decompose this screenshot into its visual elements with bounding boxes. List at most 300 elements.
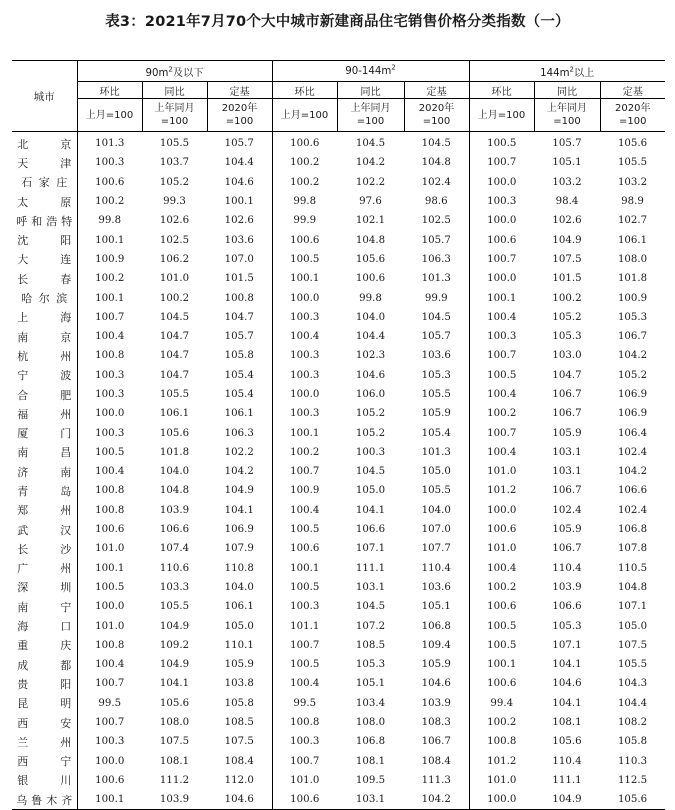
value-cell: 107.0 xyxy=(224,253,254,265)
value-cell: 108.4 xyxy=(421,755,451,767)
value-cell: 105.7 xyxy=(224,138,254,150)
value-cell: 106.7 xyxy=(421,736,451,748)
value-cell: 99.9 xyxy=(272,211,337,230)
city-cell xyxy=(12,404,77,423)
value-cell: 103.1 xyxy=(552,466,582,478)
value-cell: 98.4 xyxy=(555,196,579,208)
value-cell: 99.5 xyxy=(98,697,122,709)
value-cell: 106.0 xyxy=(355,389,386,400)
value-cell: 104.6 xyxy=(224,176,254,188)
value-cell: 103.6 xyxy=(421,350,451,362)
value-cell: 102.6 xyxy=(552,215,582,227)
value-cell: 101.0 xyxy=(469,462,534,481)
value-cell: 99.9 xyxy=(424,292,448,304)
value-cell: 100.1 xyxy=(95,234,125,246)
value-cell: 108.1 xyxy=(159,755,190,767)
value-cell: 102.4 xyxy=(617,504,648,516)
table-row xyxy=(12,713,665,732)
city-name: 武汉 xyxy=(17,523,72,537)
value-cell: 102.4 xyxy=(421,176,451,188)
value-cell: 100.2 xyxy=(552,292,582,304)
value-cell: 100.6 xyxy=(469,230,534,249)
table-row xyxy=(12,616,665,635)
value-cell: 100.4 xyxy=(469,443,534,462)
value-cell: 106.8 xyxy=(421,620,451,632)
value-cell: 103.7 xyxy=(159,157,190,169)
value-cell: 100.6 xyxy=(272,790,337,810)
value-cell: 100.7 xyxy=(95,311,125,323)
value-cell: 105.9 xyxy=(224,659,254,671)
value-cell: 107.5 xyxy=(159,736,190,748)
value-cell: 106.4 xyxy=(617,427,648,439)
city-cell xyxy=(12,269,77,288)
value-cell: 109.5 xyxy=(355,774,386,786)
city-name: 长沙 xyxy=(17,542,72,556)
sub-header: 定基 xyxy=(207,82,272,99)
table-row xyxy=(12,752,665,771)
value-cell: 106.7 xyxy=(552,408,582,420)
value-cell: 100.4 xyxy=(95,466,125,478)
value-cell: 104.2 xyxy=(617,466,648,478)
city-cell xyxy=(12,327,77,346)
value-cell: 105.7 xyxy=(421,331,451,343)
value-cell: 100.5 xyxy=(95,446,125,458)
city-name: 贵阳 xyxy=(17,677,72,691)
value-cell: 106.8 xyxy=(355,736,386,748)
value-cell: 105.2 xyxy=(355,427,386,439)
value-cell: 100.0 xyxy=(95,601,125,613)
value-cell: 102.7 xyxy=(617,215,648,227)
value-cell: 100.2 xyxy=(272,443,337,462)
city-name: 成都 xyxy=(17,658,72,672)
value-cell: 100.7 xyxy=(272,636,337,655)
value-cell: 100.3 xyxy=(469,192,534,211)
table-row xyxy=(12,481,665,500)
value-cell: 104.2 xyxy=(224,466,254,478)
city-name: 兰州 xyxy=(17,735,72,749)
value-cell: 100.4 xyxy=(272,501,337,520)
value-cell: 104.7 xyxy=(159,369,190,381)
value-cell: 106.1 xyxy=(224,601,254,613)
value-cell: 100.1 xyxy=(95,562,125,574)
value-cell: 104.7 xyxy=(159,350,190,362)
value-cell: 107.1 xyxy=(552,639,582,651)
value-cell: 102.3 xyxy=(355,350,386,362)
table-row xyxy=(12,674,665,693)
table-row xyxy=(12,192,665,211)
value-cell: 104.5 xyxy=(355,601,386,613)
value-cell: 105.6 xyxy=(159,427,190,439)
table-row xyxy=(12,578,665,597)
base-header-line1: 上月=100 xyxy=(280,109,329,121)
value-cell: 103.6 xyxy=(421,581,451,593)
value-cell: 104.6 xyxy=(355,369,386,381)
value-cell: 106.7 xyxy=(617,331,648,343)
value-cell: 100.6 xyxy=(355,273,386,285)
value-cell: 100.4 xyxy=(469,385,534,404)
value-cell: 104.5 xyxy=(421,311,451,323)
base-header-line1: 上月=100 xyxy=(477,109,526,121)
value-cell: 100.3 xyxy=(355,446,386,458)
value-cell: 100.1 xyxy=(469,288,534,307)
value-cell: 105.5 xyxy=(617,157,648,169)
value-cell: 107.2 xyxy=(355,620,386,632)
sub-header: 同比 xyxy=(337,82,404,99)
value-cell: 105.3 xyxy=(617,311,648,323)
value-cell: 110.1 xyxy=(224,639,254,651)
value-cell: 101.0 xyxy=(95,620,125,632)
base-header-line1: 2020年 xyxy=(615,103,651,114)
value-cell: 102.6 xyxy=(159,215,190,227)
value-cell: 100.0 xyxy=(469,790,534,810)
value-cell: 100.5 xyxy=(469,366,534,385)
value-cell: 106.1 xyxy=(617,234,648,246)
city-cell xyxy=(12,790,77,810)
value-cell: 101.2 xyxy=(469,481,534,500)
value-cell: 104.4 xyxy=(224,157,254,169)
value-cell: 106.8 xyxy=(617,524,648,536)
value-cell: 100.3 xyxy=(272,597,337,616)
city-name: 西安 xyxy=(17,716,72,730)
value-cell: 100.6 xyxy=(272,539,337,558)
city-name: 沈阳 xyxy=(17,234,72,248)
value-cell: 105.5 xyxy=(159,601,190,613)
value-cell: 100.2 xyxy=(272,153,337,172)
city-name: 天津 xyxy=(17,156,72,170)
base-header-line1: 上年同月 xyxy=(350,103,391,114)
city-cell xyxy=(12,250,77,269)
value-cell: 108.5 xyxy=(355,639,386,651)
value-cell: 101.5 xyxy=(224,273,254,285)
city-name: 合肥 xyxy=(17,388,72,402)
value-cell: 112.0 xyxy=(224,774,254,786)
value-cell: 107.9 xyxy=(224,543,254,555)
value-cell: 104.9 xyxy=(552,234,582,246)
table-header xyxy=(12,61,665,132)
value-cell: 108.0 xyxy=(617,253,648,265)
value-cell: 103.2 xyxy=(617,176,648,188)
city-name: 大连 xyxy=(17,253,72,267)
value-cell: 104.9 xyxy=(159,620,190,632)
value-cell: 107.1 xyxy=(617,601,648,613)
value-cell: 105.3 xyxy=(421,369,451,381)
value-cell: 100.8 xyxy=(95,504,125,516)
value-cell: 103.4 xyxy=(355,697,386,709)
value-cell: 100.8 xyxy=(95,639,125,651)
city-cell xyxy=(12,153,77,172)
value-cell: 100.8 xyxy=(95,350,125,362)
value-cell: 100.5 xyxy=(272,655,337,674)
value-cell: 104.0 xyxy=(355,311,386,323)
city-cell xyxy=(12,674,77,693)
sub-header: 定基 xyxy=(404,82,469,99)
base-header-line1: 2020年 xyxy=(418,103,455,114)
base-header xyxy=(337,99,404,132)
city-cell xyxy=(12,443,77,462)
value-cell: 99.8 xyxy=(98,215,122,227)
value-cell: 105.3 xyxy=(552,331,582,343)
value-cell: 100.4 xyxy=(469,308,534,327)
value-cell: 110.8 xyxy=(224,562,254,574)
value-cell: 105.1 xyxy=(355,678,386,690)
sub-header: 同比 xyxy=(534,82,600,99)
value-cell: 105.7 xyxy=(552,138,582,150)
value-cell: 97.6 xyxy=(359,196,382,208)
group-header-large: $144m^2$以上 xyxy=(469,61,665,82)
value-cell: 104.1 xyxy=(355,504,386,516)
value-cell: 108.5 xyxy=(224,717,254,729)
value-cell: 101.1 xyxy=(272,616,337,635)
value-cell: 100.2 xyxy=(469,713,534,732)
value-cell: 100.9 xyxy=(95,253,125,265)
city-name: 呼和浩特 xyxy=(16,214,73,228)
value-cell: 106.1 xyxy=(159,408,190,420)
value-cell: 104.0 xyxy=(421,504,451,516)
table-row xyxy=(12,288,665,307)
value-cell: 102.4 xyxy=(617,446,648,458)
value-cell: 105.8 xyxy=(224,697,254,709)
city-cell xyxy=(12,132,77,154)
value-cell: 106.9 xyxy=(617,389,648,400)
city-cell xyxy=(12,694,77,713)
city-name: 福州 xyxy=(17,407,72,421)
value-cell: 105.6 xyxy=(600,790,665,810)
value-cell: 100.4 xyxy=(95,331,125,343)
value-cell: 106.6 xyxy=(355,524,386,536)
value-cell: 100.6 xyxy=(469,520,534,539)
value-cell: 105.0 xyxy=(224,620,254,632)
value-cell: 101.5 xyxy=(552,273,582,285)
city-name: 青岛 xyxy=(17,484,72,498)
value-cell: 105.5 xyxy=(159,389,190,400)
value-cell: 100.4 xyxy=(469,559,534,578)
value-cell: 100.2 xyxy=(469,578,534,597)
value-cell: 100.5 xyxy=(469,636,534,655)
value-cell: 101.3 xyxy=(421,273,451,285)
sub-header: 环比 xyxy=(272,82,337,99)
base-header-line2: =100 xyxy=(356,116,385,127)
value-cell: 101.3 xyxy=(421,446,451,458)
value-cell: 106.3 xyxy=(224,427,254,439)
city-name: 南京 xyxy=(17,330,72,344)
value-cell: 100.4 xyxy=(95,659,125,671)
city-name: 南昌 xyxy=(17,446,72,460)
value-cell: 100.0 xyxy=(95,755,125,767)
value-cell: 108.1 xyxy=(552,717,582,729)
value-cell: 104.8 xyxy=(421,157,451,169)
value-cell: 104.9 xyxy=(159,659,190,671)
city-cell xyxy=(12,559,77,578)
value-cell: 105.1 xyxy=(552,157,582,169)
value-cell: 101.0 xyxy=(95,543,125,555)
city-cell xyxy=(12,288,77,307)
value-cell: 102.4 xyxy=(552,504,582,516)
city-name: 广州 xyxy=(17,562,72,576)
value-cell: 100.8 xyxy=(95,485,125,497)
city-name: 太原 xyxy=(17,195,72,209)
value-cell: 102.2 xyxy=(224,446,254,458)
value-cell: 100.0 xyxy=(469,211,534,230)
value-cell: 107.5 xyxy=(552,253,582,265)
city-cell xyxy=(12,211,77,230)
value-cell: 99.8 xyxy=(272,192,337,211)
value-cell: 105.0 xyxy=(617,620,648,632)
city-cell xyxy=(12,462,77,481)
value-cell: 100.3 xyxy=(272,404,337,423)
city-cell xyxy=(12,366,77,385)
value-cell: 100.6 xyxy=(95,774,125,786)
value-cell: 105.4 xyxy=(421,427,451,439)
city-name: 杭州 xyxy=(17,349,72,363)
city-name: 海口 xyxy=(17,620,72,634)
value-cell: 105.5 xyxy=(421,389,451,400)
value-cell: 100.5 xyxy=(272,578,337,597)
value-cell: 100.6 xyxy=(272,132,337,154)
value-cell: 105.4 xyxy=(224,389,254,400)
value-cell: 110.6 xyxy=(159,562,190,574)
table-row xyxy=(12,366,665,385)
city-cell xyxy=(12,539,77,558)
base-header xyxy=(272,99,337,132)
value-cell: 100.6 xyxy=(469,597,534,616)
city-name: 长春 xyxy=(17,272,72,286)
base-header-line1: 上月=100 xyxy=(85,109,134,121)
table-row xyxy=(12,694,665,713)
value-cell: 100.1 xyxy=(272,423,337,442)
price-index-table xyxy=(12,60,665,810)
value-cell: 100.3 xyxy=(95,369,125,381)
value-cell: 105.3 xyxy=(552,620,582,632)
table-title: 表3：2021年7月70个大中城市新建商品住宅销售价格分类指数（一） xyxy=(105,14,570,30)
value-cell: 105.6 xyxy=(159,697,190,709)
table-row xyxy=(12,790,665,810)
table-row xyxy=(12,539,665,558)
base-header xyxy=(77,99,142,132)
base-header-line2: =100 xyxy=(225,116,254,127)
table-row xyxy=(12,230,665,249)
value-cell: 104.5 xyxy=(159,311,190,323)
table-body xyxy=(12,132,665,810)
value-cell: 105.2 xyxy=(617,369,648,381)
table-row xyxy=(12,132,665,154)
value-cell: 100.7 xyxy=(469,250,534,269)
value-cell: 101.0 xyxy=(272,771,337,790)
value-cell: 105.2 xyxy=(552,311,582,323)
value-cell: 104.9 xyxy=(224,485,254,497)
value-cell: 104.1 xyxy=(552,659,582,671)
value-cell: 103.9 xyxy=(421,697,451,709)
value-cell: 104.1 xyxy=(552,697,582,709)
value-cell: 106.7 xyxy=(552,485,582,497)
value-cell: 101.0 xyxy=(469,539,534,558)
value-cell: 103.1 xyxy=(355,581,386,593)
base-header xyxy=(142,99,207,132)
value-cell: 107.4 xyxy=(159,543,190,555)
city-name: 重庆 xyxy=(17,639,72,653)
value-cell: 110.3 xyxy=(617,755,648,767)
sub-header: 同比 xyxy=(142,82,207,99)
value-cell: 98.9 xyxy=(621,196,644,208)
value-cell: 108.0 xyxy=(159,717,190,729)
group-header-small: $90m^2$及以下 xyxy=(77,61,272,82)
city-name: 乌鲁木齐 xyxy=(16,793,73,807)
table-row xyxy=(12,520,665,539)
value-cell: 103.9 xyxy=(159,504,190,516)
value-cell: 107.5 xyxy=(224,736,254,748)
value-cell: 106.7 xyxy=(552,543,582,555)
base-header-line2: =100 xyxy=(553,116,581,127)
table-row xyxy=(12,308,665,327)
table-row xyxy=(12,655,665,674)
city-name: 郑州 xyxy=(17,504,72,518)
base-header xyxy=(534,99,600,132)
value-cell: 100.7 xyxy=(95,717,125,729)
value-cell: 111.2 xyxy=(159,774,190,786)
value-cell: 102.2 xyxy=(355,176,386,188)
table-row xyxy=(12,559,665,578)
value-cell: 100.5 xyxy=(469,132,534,154)
value-cell: 104.1 xyxy=(224,504,254,516)
value-cell: 100.6 xyxy=(272,230,337,249)
city-name: 哈尔滨 xyxy=(21,292,68,306)
value-cell: 100.8 xyxy=(469,732,534,751)
value-cell: 103.8 xyxy=(224,678,254,690)
city-cell xyxy=(12,481,77,500)
value-cell: 105.9 xyxy=(552,427,582,439)
table-row xyxy=(12,462,665,481)
value-cell: 104.6 xyxy=(421,678,451,690)
value-cell: 109.2 xyxy=(159,639,190,651)
value-cell: 108.2 xyxy=(617,717,648,729)
value-cell: 101.2 xyxy=(469,752,534,771)
base-header-line2: =100 xyxy=(160,116,189,127)
base-header-line1: 上年同月 xyxy=(547,103,588,114)
value-cell: 105.8 xyxy=(617,736,648,748)
value-cell: 101.8 xyxy=(617,273,648,285)
value-cell: 112.5 xyxy=(617,774,648,786)
table-row xyxy=(12,173,665,192)
value-cell: 104.1 xyxy=(159,678,190,690)
value-cell: 104.2 xyxy=(404,790,469,810)
base-header-line1: 2020年 xyxy=(221,103,258,114)
value-cell: 100.3 xyxy=(272,732,337,751)
value-cell: 100.7 xyxy=(469,423,534,442)
city-name: 深圳 xyxy=(17,581,72,595)
value-cell: 100.0 xyxy=(469,173,534,192)
value-cell: 105.1 xyxy=(421,601,451,613)
table-row xyxy=(12,636,665,655)
table-row xyxy=(12,346,665,365)
value-cell: 104.9 xyxy=(534,790,600,810)
value-cell: 100.7 xyxy=(469,346,534,365)
value-cell: 105.8 xyxy=(224,350,254,362)
city-cell xyxy=(12,520,77,539)
city-name: 上海 xyxy=(17,311,72,325)
value-cell: 103.6 xyxy=(224,234,254,246)
value-cell: 106.6 xyxy=(617,485,648,497)
table-row xyxy=(12,385,665,404)
value-cell: 111.1 xyxy=(552,774,582,786)
city-cell xyxy=(12,423,77,442)
table-row xyxy=(12,153,665,172)
value-cell: 100.2 xyxy=(95,273,125,285)
city-cell xyxy=(12,771,77,790)
value-cell: 100.5 xyxy=(95,581,125,593)
value-cell: 100.3 xyxy=(272,308,337,327)
value-cell: 100.0 xyxy=(95,408,125,420)
base-header xyxy=(469,99,534,132)
value-cell: 105.0 xyxy=(355,485,386,497)
